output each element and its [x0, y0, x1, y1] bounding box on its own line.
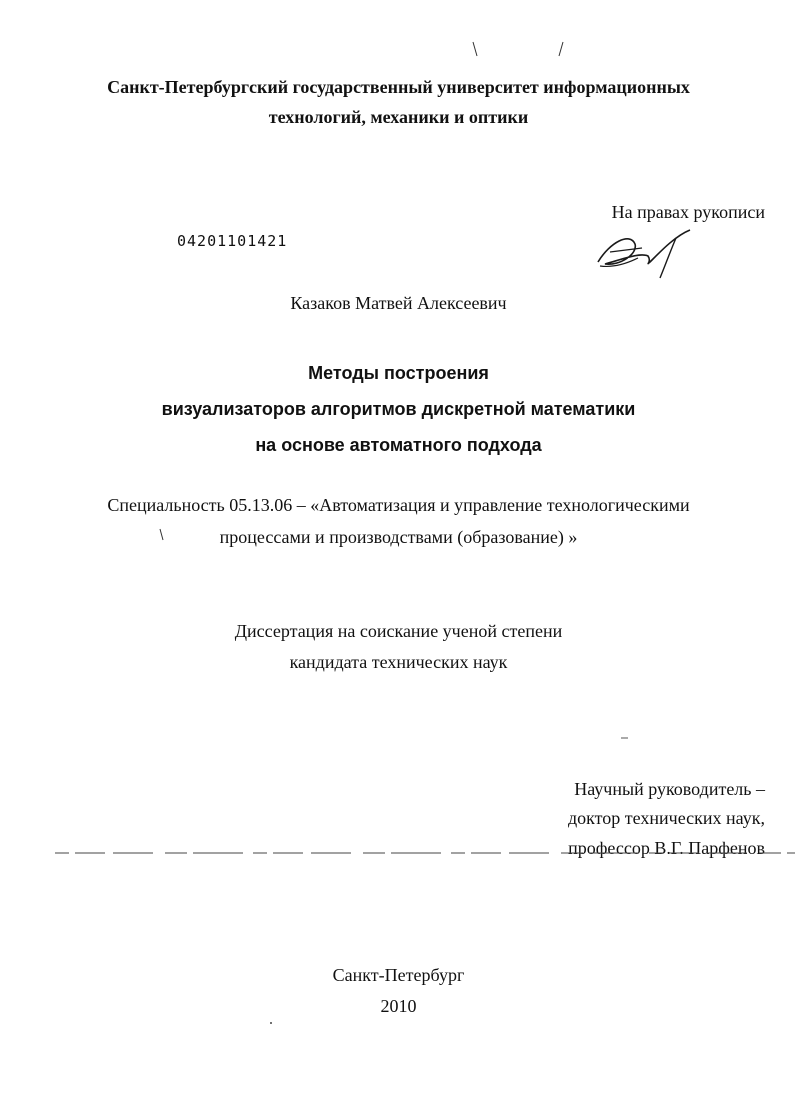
scan-mark — [268, 1020, 274, 1026]
specialty-line1: Специальность 05.13.06 – «Автоматизация и управление технологическими — [107, 495, 690, 515]
supervisor-line2: доктор технических наук, — [568, 808, 765, 828]
dissertation-title-line3: на основе автоматного подхода — [255, 435, 542, 455]
signature-image — [590, 222, 700, 282]
manuscript-note: На правах рукописи — [611, 202, 765, 222]
author-name: Казаков Матвей Алексеевич — [290, 293, 507, 313]
dissertation-title-line1: Методы построения — [308, 363, 489, 383]
supervisor-line3: профессор В.Г. Парфенов — [568, 838, 765, 858]
degree-line1: Диссертация на соискание ученой степени — [234, 621, 563, 641]
city: Санкт-Петербург — [332, 965, 465, 985]
degree-line2: кандидата технических наук — [289, 652, 508, 672]
supervisor-line1: Научный руководитель – — [574, 779, 765, 799]
specialty-line2: процессами и производствами (образование) » — [219, 527, 578, 547]
scan-mark — [620, 736, 630, 740]
year: 2010 — [380, 996, 417, 1016]
dissertation-title-line2: визуализаторов алгоритмов дискретной математики — [161, 399, 636, 419]
registry-number: 04201101421 — [177, 232, 288, 250]
scan-dashed-line — [55, 852, 795, 854]
scan-mark — [470, 40, 570, 60]
university-name-line1: Санкт-Петербургский государственный университет информационных — [107, 77, 690, 97]
university-name-line2: технологий, механики и оптики — [268, 107, 529, 127]
